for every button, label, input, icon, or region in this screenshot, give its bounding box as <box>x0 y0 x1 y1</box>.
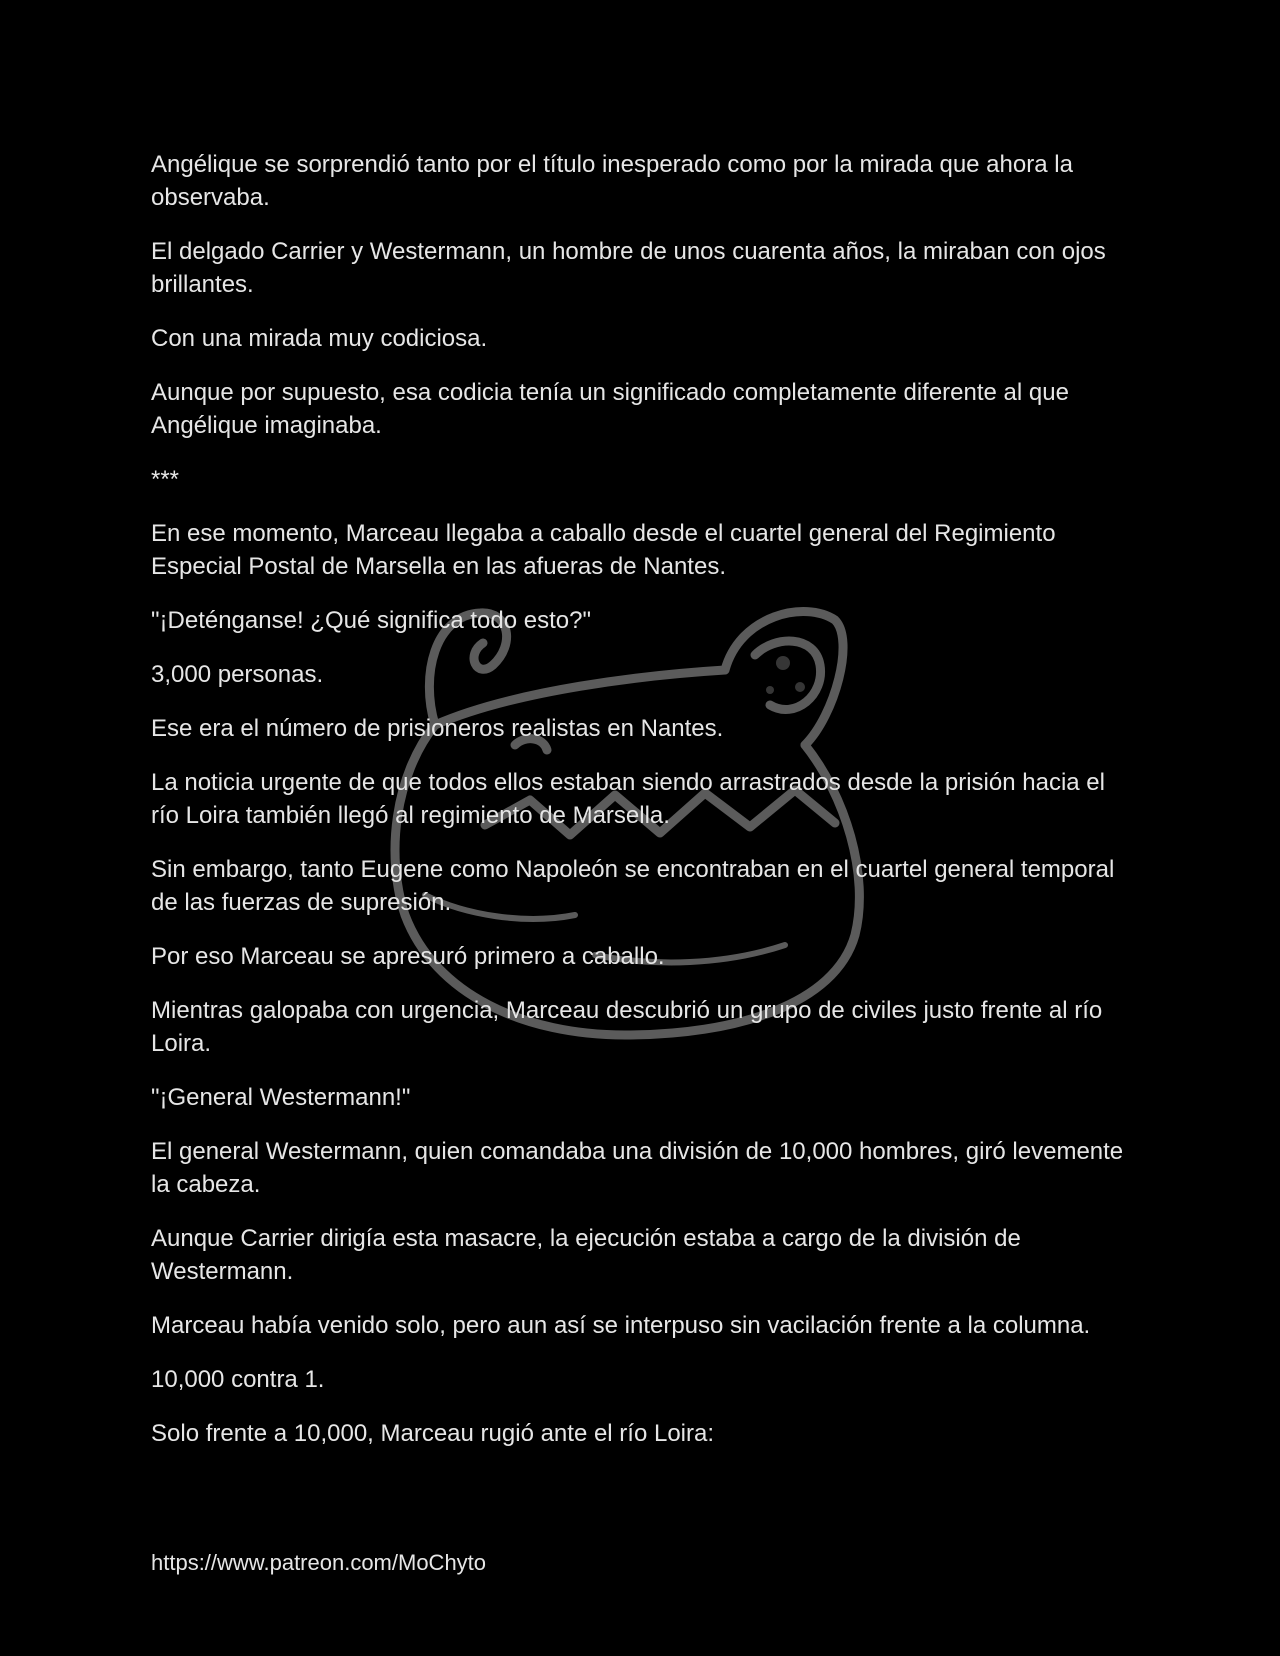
section-separator: *** <box>151 466 180 493</box>
paragraph: Con una mirada muy codiciosa. <box>151 325 488 352</box>
paragraph: 3,000 personas. <box>151 661 324 688</box>
paragraph: "¡Deténganse! ¿Qué significa todo esto?" <box>151 607 591 634</box>
paragraph: Marceau había venido solo, pero aun así se interpuso sin vacilación frente a la columna. <box>151 1312 1091 1339</box>
paragraph: El general Westermann, quien comandaba una división de 10,000 hombres, giró levemente la cabeza. <box>151 1138 1124 1198</box>
paragraph: Aunque por supuesto, esa codicia tenía un significado completamente diferente al que Angélique imaginaba. <box>151 379 1069 439</box>
paragraph: 10,000 contra 1. <box>151 1366 325 1393</box>
paragraph: El delgado Carrier y Westermann, un hombre de unos cuarenta años, la miraban con ojos brillantes. <box>151 238 1106 298</box>
paragraph: Sin embargo, tanto Eugene como Napoleón se encontraban en el cuartel general temporal de las fuerzas de supresión. <box>151 856 1115 916</box>
document-body <box>151 148 1131 1471</box>
paragraph: Aunque Carrier dirigía esta masacre, la ejecución estaba a cargo de la división de Westermann. <box>151 1225 1021 1285</box>
paragraph: Por eso Marceau se apresuró primero a caballo. <box>151 943 665 970</box>
paragraph: "¡General Westermann!" <box>151 1084 411 1111</box>
paragraph: En ese momento, Marceau llegaba a caballo desde el cuartel general del Regimiento Especial Postal de Marsella en las afueras de Nantes. <box>151 520 1056 580</box>
paragraph: La noticia urgente de que todos ellos estaban siendo arrastrados desde la prisión hacia el río Loira también llegó al regimiento de Marsella. <box>151 769 1105 829</box>
paragraph: Angélique se sorprendió tanto por el título inesperado como por la mirada que ahora la observaba. <box>151 151 1073 211</box>
patreon-link[interactable]: https://www.patreon.com/MoChyto <box>151 1550 487 1575</box>
paragraph: Ese era el número de prisioneros realistas en Nantes. <box>151 715 724 742</box>
paragraph: Solo frente a 10,000, Marceau rugió ante el río Loira: <box>151 1420 715 1447</box>
paragraph: Mientras galopaba con urgencia, Marceau descubrió un grupo de civiles justo frente al río Loira. <box>151 997 1103 1057</box>
